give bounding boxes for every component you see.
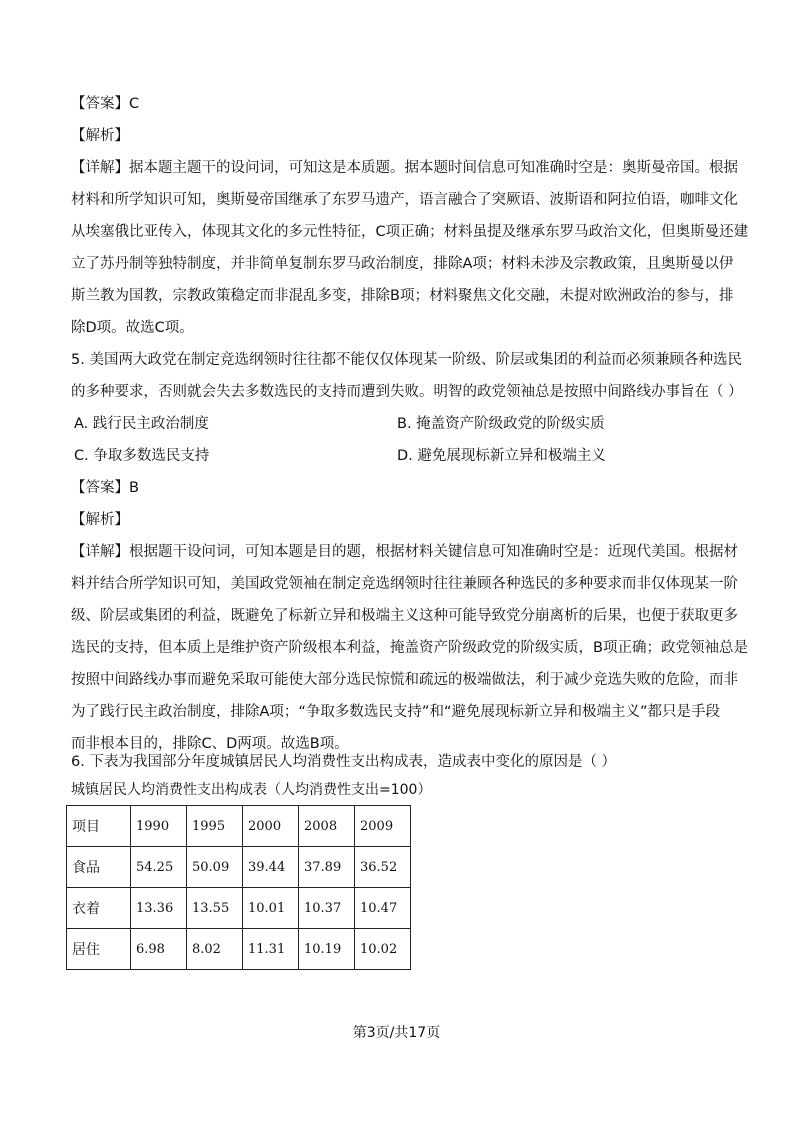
q5-answer: 【答案】B [71,480,139,496]
expenditure-table [66,805,411,970]
q5-detail-line: 料并结合所学知识可知，美国政党领袖在制定竞选纲领时往往兼顾各种选民的多种要求而非仅体现某一阶 [71,576,738,592]
q6-stem: 6. 下表为我国部分年度城镇居民人均消费性支出构成表，造成表中变化的原因是（ ） [71,754,617,770]
q4-detail-line: 立了苏丹制等独特制度，并非简单复制东罗马政治制度，排除A项；材料未涉及宗教政策，且奥斯曼以伊 [71,256,734,272]
table-cell: 39.44 [243,847,299,888]
q5-analysis-label: 【解析】 [71,512,129,528]
table-cell: 13.36 [131,888,187,929]
table-cell: 居住 [67,929,131,970]
table-cell: 10.01 [243,888,299,929]
table-header-cell: 1990 [131,806,187,847]
q5-detail-line: 按照中间路线办事而避免采取可能使大部分选民惊慌和疏远的极端做法，利于减少竞选失败的危险，而非 [71,672,738,688]
q5-stem-line: 5. 美国两大政党在制定竞选纲领时往往都不能仅仅体现某一阶级、阶层或集团的利益而必须兼顾各种选民 [71,352,742,368]
q5-option-a: A. 践行民主政治制度 [74,416,209,432]
table-cell: 13.55 [187,888,243,929]
q4-detail-line: 【详解】据本题主题干的设问词，可知这是本质题。据本题时间信息可知准确时空是：奥斯曼帝国。根据 [71,160,738,176]
table-cell: 37.89 [299,847,355,888]
q5-option-c: C. 争取多数选民支持 [74,448,210,464]
table-cell: 8.02 [187,929,243,970]
table-cell: 10.19 [299,929,355,970]
table-header-cell: 2008 [299,806,355,847]
table-header-cell: 1995 [187,806,243,847]
table-cell: 食品 [67,847,131,888]
table-row [67,888,411,929]
q4-answer: 【答案】C [71,96,140,112]
q4-detail-line: 除D项。故选C项。 [71,320,194,336]
q5-detail-line: 【详解】根据题干设问词，可知本题是目的题，根据材料关键信息可知准确时空是：近现代美国。根据材 [71,544,738,560]
table-cell: 11.31 [243,929,299,970]
q4-analysis-label: 【解析】 [71,128,129,144]
table-cell: 衣着 [67,888,131,929]
q5-stem-line: 的多种要求，否则就会失去多数选民的支持而遭到失败。明智的政党领袖总是按照中间路线办事旨在（ ） [71,384,743,400]
table-row [67,929,411,970]
table-cell: 50.09 [187,847,243,888]
table-cell: 6.98 [131,929,187,970]
q5-detail-line: 而非根本目的，排除C、D两项。故选B项。 [71,736,349,752]
table-cell: 10.47 [355,888,411,929]
q5-option-d: D. 避免展现标新立异和极端主义 [397,448,606,464]
q4-detail-line: 斯兰教为国教，宗教政策稳定而非混乱多变，排除B项；材料聚焦文化交融，未提对欧洲政治的参与，排 [71,288,734,304]
q5-detail-line: 为了践行民主政治制度，排除A项；“争取多数选民支持”和“避免展现标新立异和极端主义”都只是手段 [71,704,720,720]
q4-detail-line: 从埃塞俄比亚传入，体现其文化的多元性特征，C项正确；材料虽提及继承东罗马政治文化，但奥斯曼还建 [71,224,749,240]
q5-detail-line: 选民的支持，但本质上是维护资产阶级根本利益，掩盖资产阶级政党的阶级实质，B项正确；政党领袖总是 [71,640,748,656]
table-cell: 10.37 [299,888,355,929]
table-cell: 36.52 [355,847,411,888]
q4-detail-line: 材料和所学知识可知，奥斯曼帝国继承了东罗马遗产，语言融合了突厥语、波斯语和阿拉伯语，咖啡文化 [71,192,738,208]
table-header-cell: 2009 [355,806,411,847]
table-cell: 54.25 [131,847,187,888]
q5-option-b: B. 掩盖资产阶级政党的阶级实质 [397,416,605,432]
table-header-cell: 项目 [67,806,131,847]
table-header-cell: 2000 [243,806,299,847]
table-row [67,847,411,888]
table-header-row [67,806,411,847]
page-number-footer: 第3页/共17页 [352,1025,441,1041]
q5-detail-line: 级、阶层或集团的利益，既避免了标新立异和极端主义这种可能导致党分崩离析的后果，也便于获取更多 [71,608,738,624]
table-caption: 城镇居民人均消费性支出构成表（人均消费性支出=100） [71,782,432,798]
table-cell: 10.02 [355,929,411,970]
